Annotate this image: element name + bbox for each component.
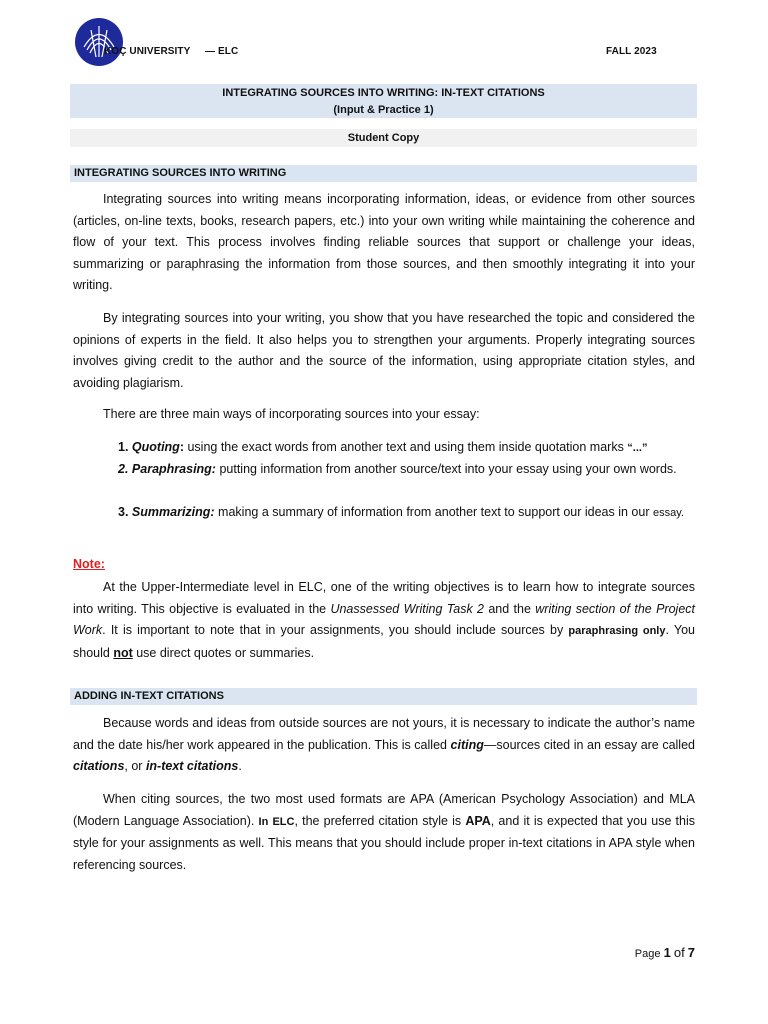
list-item-paraphrasing: 2. Paraphrasing: putting information from another source/text into your essay using your own words. bbox=[118, 462, 677, 476]
header-university: KOÇ UNIVERSITY bbox=[104, 46, 191, 57]
section2-paragraph2: When citing sources, the two most used formats are APA (American Psychology Association) and MLA (Modern Language Association). In ELC, the preferred citation style is APA, and it is expected that you use this style for your assignments as well. This means that you should include proper in-text citations in APA style when referencing sources. bbox=[73, 792, 696, 872]
section2-heading: ADDING IN-TEXT CITATIONS bbox=[74, 690, 224, 702]
section2-paragraph1: Because words and ideas from outside sources are not yours, it is necessary to indicate the author’s name and the date his/her work appeared in the publication. This is called citing—sources cited in an essay are called citations, or in-text citations. bbox=[73, 716, 695, 773]
list-item-summarizing: 3. Summarizing: making a summary of information from another text to support our ideas in our essay. bbox=[118, 505, 684, 519]
section1-paragraph1: Integrating sources into writing means incorporating information, ideas, or evidence from other sources (articles, on-line texts, books, research papers, etc.) into your own writing while maintaining the coherence and flow of your text. This process involves finding reliable sources that support or challenge your ideas, summarizing or paraphrasing the information from those sources, and then smoothly integrating it into your writing. bbox=[73, 192, 695, 292]
section1-paragraph2: By integrating sources into your writing, you show that you have researched the topic and considered the opinions of experts in the field. It also helps you to strengthen your arguments. Properly integrating sources involves giving credit to the author and the source of the information, using appropriate citation styles, and avoiding plagiarism. bbox=[73, 311, 695, 390]
header-term: FALL 2023 bbox=[606, 46, 657, 57]
note-paragraph: At the Upper-Intermediate level in ELC, one of the writing objectives is to learn how to integrate sources into writing. This objective is evaluated in the Unassessed Writing Task 2 and the writing section of the Project Work. It is important to note that in your assignments, you should include sources by paraphrasing only. You should not use direct quotes or summaries. bbox=[73, 580, 695, 660]
list-item-quoting: 1. Quoting: using the exact words from another text and using them inside quotation marks “...” bbox=[118, 440, 648, 454]
student-copy-label: Student Copy bbox=[347, 132, 420, 144]
note-label: Note: bbox=[73, 557, 105, 571]
doc-subtitle: (Input & Practice 1) bbox=[333, 104, 434, 116]
section1-paragraph3: There are three main ways of incorporating sources into your essay: bbox=[103, 407, 480, 421]
header-dept: — ELC bbox=[205, 46, 239, 57]
koc-university-logo bbox=[74, 17, 124, 67]
section1-heading: INTEGRATING SOURCES INTO WRITING bbox=[74, 167, 287, 179]
page-footer: Page 1 of 7 bbox=[634, 945, 695, 960]
doc-title: INTEGRATING SOURCES INTO WRITING: IN-TEXT CITATIONS bbox=[222, 87, 545, 99]
